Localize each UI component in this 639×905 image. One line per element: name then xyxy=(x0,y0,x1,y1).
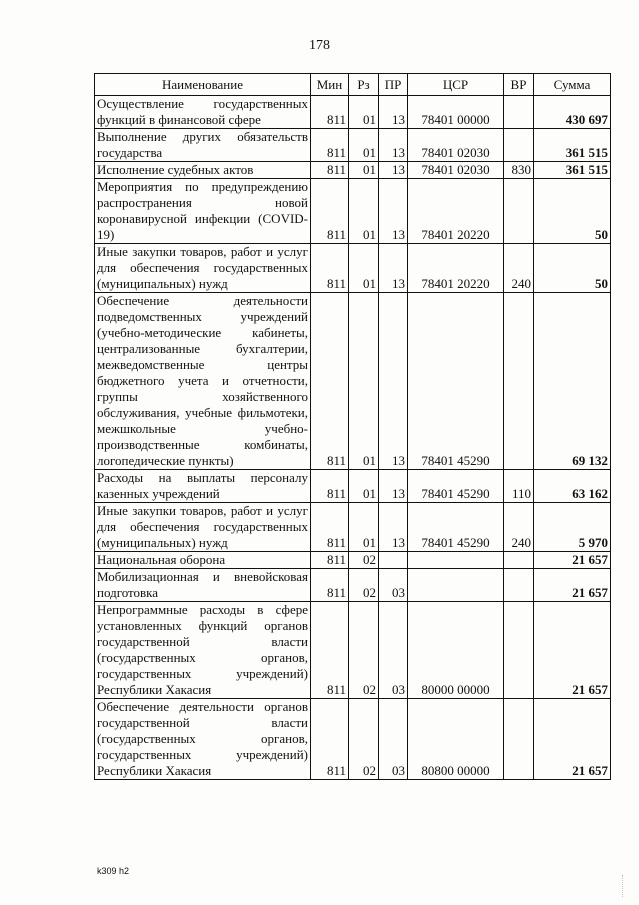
cell-csr: 78401 45290 xyxy=(408,470,504,503)
cell-sum: 69 132 xyxy=(534,293,611,470)
cell-vr xyxy=(504,602,534,699)
cell-pr: 03 xyxy=(379,602,408,699)
cell-min: 811 xyxy=(311,602,349,699)
cell-csr: 78401 45290 xyxy=(408,293,504,470)
cell-csr: 78401 00000 xyxy=(408,96,504,129)
cell-vr xyxy=(504,293,534,470)
cell-min: 811 xyxy=(311,569,349,602)
cell-vr xyxy=(504,552,534,569)
scan-edge-mark xyxy=(622,875,635,897)
cell-vr xyxy=(504,569,534,602)
cell-sum: 21 657 xyxy=(534,552,611,569)
header-csr: ЦСР xyxy=(408,74,504,96)
cell-csr: 78401 20220 xyxy=(408,179,504,244)
cell-sum: 5 970 xyxy=(534,503,611,552)
cell-name: Исполнение судебных актов xyxy=(95,162,311,179)
cell-name: Непрограммные расходы в сфере установленных функций органов государственной власти (государственных органов, государственных учреждений) Республики Хакасия xyxy=(95,602,311,699)
cell-csr: 80800 00000 xyxy=(408,699,504,780)
cell-name: Национальная оборона xyxy=(95,552,311,569)
cell-sum: 50 xyxy=(534,244,611,293)
cell-vr xyxy=(504,96,534,129)
cell-sum: 430 697 xyxy=(534,96,611,129)
table-row xyxy=(95,569,611,602)
cell-name: Мероприятия по предупреждению распространения новой коронавирусной инфекции (COVID-19) xyxy=(95,179,311,244)
table-row xyxy=(95,293,611,470)
cell-pr: 13 xyxy=(379,129,408,162)
header-vr: ВР xyxy=(504,74,534,96)
table-row xyxy=(95,503,611,552)
table-row xyxy=(95,244,611,293)
cell-name: Выполнение других обязательств государства xyxy=(95,129,311,162)
cell-csr: 78401 20220 xyxy=(408,244,504,293)
cell-name: Обеспечение деятельности подведомственных учреждений (учебно-методические кабинеты, централизованные бухгалтерии, межведомственные центры бюджетного учета и отчетности, группы хозяйственного обслуживания, учебные фильмотеки, межшкольные учебно-производственные комбинаты, логопедические пункты) xyxy=(95,293,311,470)
cell-min: 811 xyxy=(311,244,349,293)
cell-pr: 13 xyxy=(379,179,408,244)
cell-vr: 830 xyxy=(504,162,534,179)
cell-min: 811 xyxy=(311,552,349,569)
cell-sum: 50 xyxy=(534,179,611,244)
cell-rz: 02 xyxy=(349,552,379,569)
table-row xyxy=(95,129,611,162)
page-number: 178 xyxy=(309,38,330,53)
cell-name: Мобилизационная и вневойсковая подготовка xyxy=(95,569,311,602)
cell-csr xyxy=(408,569,504,602)
cell-pr xyxy=(379,552,408,569)
cell-min: 811 xyxy=(311,293,349,470)
cell-name: Обеспечение деятельности органов государственной власти (государственных органов, государственных учреждений) Республики Хакасия xyxy=(95,699,311,780)
cell-vr: 240 xyxy=(504,503,534,552)
cell-sum: 63 162 xyxy=(534,470,611,503)
cell-name: Расходы на выплаты персоналу казенных учреждений xyxy=(95,470,311,503)
cell-name: Иные закупки товаров, работ и услуг для обеспечения государственных (муниципальных) нужд xyxy=(95,244,311,293)
cell-name: Осуществление государственных функций в финансовой сфере xyxy=(95,96,311,129)
cell-min: 811 xyxy=(311,162,349,179)
cell-rz: 02 xyxy=(349,569,379,602)
table-row xyxy=(95,552,611,569)
cell-csr: 78401 02030 xyxy=(408,162,504,179)
cell-rz: 01 xyxy=(349,244,379,293)
cell-name: Иные закупки товаров, работ и услуг для обеспечения государственных (муниципальных) нужд xyxy=(95,503,311,552)
header-rz: Рз xyxy=(349,74,379,96)
cell-vr xyxy=(504,129,534,162)
cell-pr: 03 xyxy=(379,699,408,780)
table-row xyxy=(95,96,611,129)
header-sum: Сумма xyxy=(534,74,611,96)
cell-sum: 21 657 xyxy=(534,699,611,780)
cell-sum: 361 515 xyxy=(534,162,611,179)
table-row xyxy=(95,162,611,179)
cell-pr: 13 xyxy=(379,293,408,470)
cell-min: 811 xyxy=(311,96,349,129)
cell-rz: 01 xyxy=(349,96,379,129)
cell-min: 811 xyxy=(311,470,349,503)
cell-csr: 78401 45290 xyxy=(408,503,504,552)
cell-pr: 13 xyxy=(379,162,408,179)
cell-csr xyxy=(408,552,504,569)
cell-rz: 01 xyxy=(349,293,379,470)
cell-rz: 01 xyxy=(349,503,379,552)
cell-rz: 01 xyxy=(349,179,379,244)
cell-csr: 80000 00000 xyxy=(408,602,504,699)
header-pr: ПР xyxy=(379,74,408,96)
cell-pr: 13 xyxy=(379,244,408,293)
table-header-row xyxy=(95,74,611,96)
cell-min: 811 xyxy=(311,179,349,244)
table-row xyxy=(95,699,611,780)
cell-rz: 01 xyxy=(349,162,379,179)
cell-min: 811 xyxy=(311,699,349,780)
cell-sum: 361 515 xyxy=(534,129,611,162)
cell-rz: 02 xyxy=(349,699,379,780)
table-row xyxy=(95,470,611,503)
cell-pr: 13 xyxy=(379,503,408,552)
cell-vr: 110 xyxy=(504,470,534,503)
cell-vr xyxy=(504,179,534,244)
cell-sum: 21 657 xyxy=(534,569,611,602)
cell-sum: 21 657 xyxy=(534,602,611,699)
cell-pr: 13 xyxy=(379,96,408,129)
cell-vr: 240 xyxy=(504,244,534,293)
footer-code: k309 h2 xyxy=(97,866,130,876)
cell-rz: 02 xyxy=(349,602,379,699)
cell-min: 811 xyxy=(311,503,349,552)
cell-pr: 03 xyxy=(379,569,408,602)
cell-csr: 78401 02030 xyxy=(408,129,504,162)
header-name: Наименование xyxy=(95,74,311,96)
header-min: Мин xyxy=(311,74,349,96)
budget-table xyxy=(94,73,611,780)
table-row xyxy=(95,602,611,699)
cell-rz: 01 xyxy=(349,470,379,503)
cell-rz: 01 xyxy=(349,129,379,162)
table-row xyxy=(95,179,611,244)
cell-min: 811 xyxy=(311,129,349,162)
cell-vr xyxy=(504,699,534,780)
cell-pr: 13 xyxy=(379,470,408,503)
